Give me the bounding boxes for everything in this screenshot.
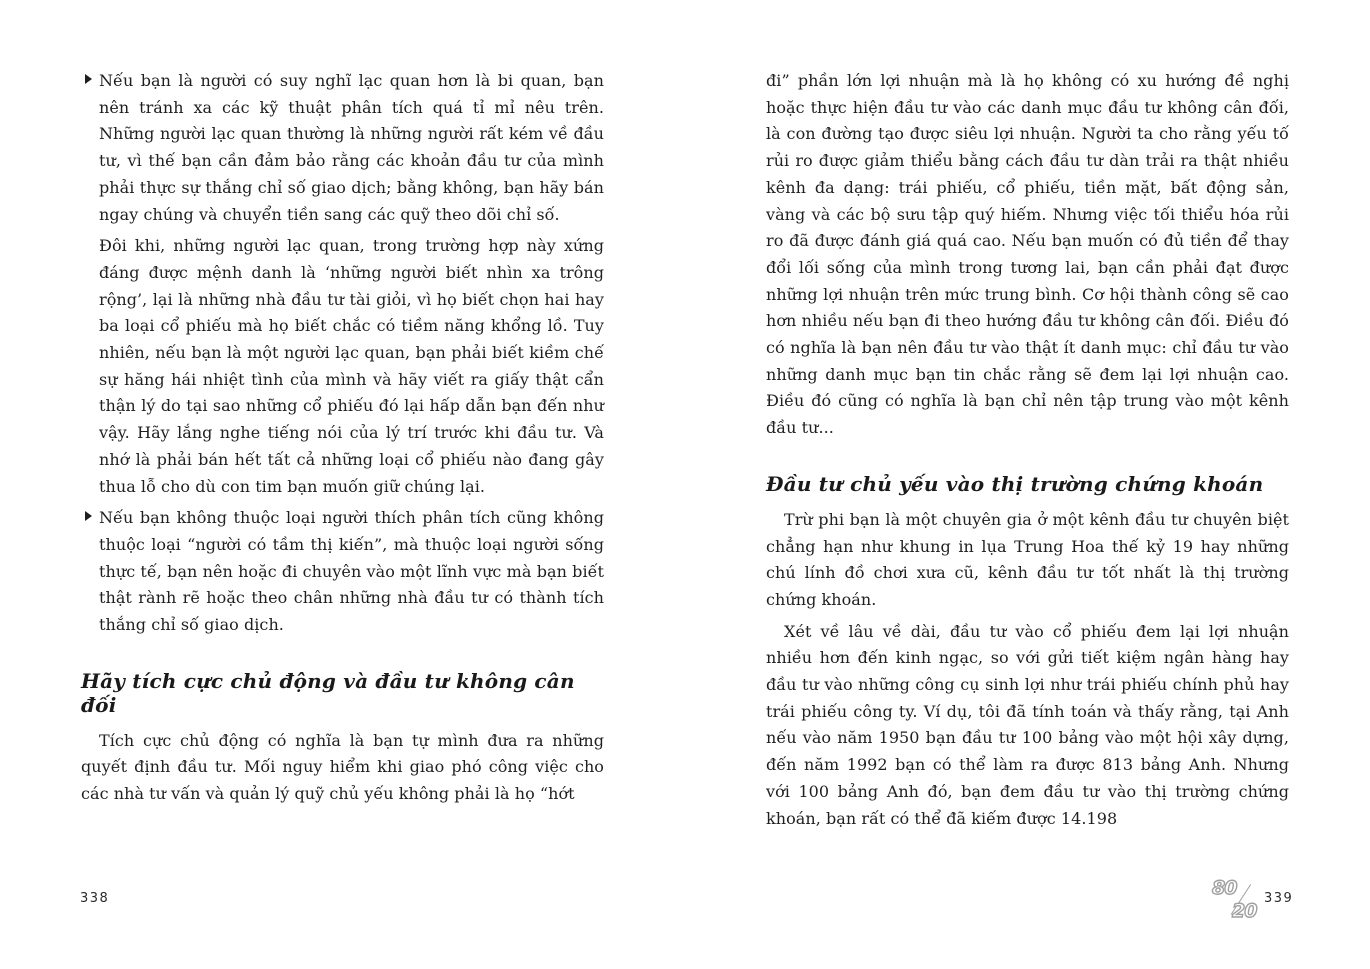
paragraph-long-term: Xét về lâu về dài, đầu tư vào cổ phiếu đem lại lợi nhuận nhiều hơn đến kinh ngạc, so với gửi tiết kiệm ngân hàng hay đầu tư vào những công cụ sinh lợi như trái phiếu chính phủ hay trái phiếu công ty. Ví dụ, tôi đã tính toán và thấy rằng, tại Anh nếu vào năm 1950 bạn đầu tư 100 bảng vào một hội xây dựng, đến năm 1992 bạn có thể làm ra được 813 bảng Anh. Nhưng với 100 bảng Anh đó, bạn đem đầu tư vào thị trường chứng khoán, bạn rất có thể đã kiếm được 14.198: [766, 621, 1289, 828]
paragraph-active-investing: Tích cực chủ động có nghĩa là bạn tự mình đưa ra những quyết định đầu tư. Mối nguy hiểm khi giao phó công việc cho các nhà tư vấn và quản lý quỹ chủ yếu không phải là họ “hớt: [81, 730, 604, 804]
page-number-right: 339: [1264, 891, 1294, 906]
triangle-bullet-icon: [85, 74, 92, 84]
bullet-paragraph-practical: [81, 505, 604, 639]
right-page: [766, 68, 1289, 832]
paragraph-visionary: Đôi khi, những người lạc quan, trong trường hợp này xứng đáng được mệnh danh là ‘những người biết nhìn xa trông rộng’, lại là những nhà đầu tư tài giỏi, vì họ biết chọn hai hay ba loại cổ phiếu mà họ biết chắc có tiềm năng khổng lồ. Tuy nhiên, nếu bạn là một người lạc quan, bạn phải biết kiềm chế sự hăng hái nhiệt tình của mình và hãy viết ra giấy thật cẩn thận lý do tại sao những cổ phiếu đó lại hấp dẫn bạn đến như vậy. Hãy lắng nghe tiếng nói của lý trí trước khi đầu tư. Và nhớ là phải bán hết tất cả những loại cổ phiếu nào đang gây thua lỗ cho dù con tim bạn muốn giữ chúng lại.: [99, 236, 604, 496]
triangle-bullet-icon: [85, 511, 92, 521]
logo-number-top: 80: [1212, 877, 1237, 899]
bullet-text: Nếu bạn không thuộc loại người thích phân tích cũng không thuộc loại “người có tầm thị kiến”, mà thuộc loại người sống thực tế, bạn nên hoặc đi chuyên vào một lĩnh vực mà bạn biết thật rành rẽ hoặc theo chân những nhà đầu tư có thành tích thắng chỉ số giao dịch.: [99, 508, 604, 635]
section-heading: Hãy tích cực chủ động và đầu tư không cân đối: [81, 668, 575, 717]
bullet-text: Nếu bạn là người có suy nghĩ lạc quan hơn là bi quan, bạn nên tránh xa các kỹ thuật phân tích quá tỉ mỉ nêu trên. Những người lạc quan thường là những người rất kém về đầu tư, vì thế bạn cần đảm bảo rằng các khoản đầu tư của mình phải thực sự thắng chỉ số giao dịch; bằng không, bạn hãy bán ngay chúng và chuyển tiền sang các quỹ theo dõi chỉ số.: [99, 71, 604, 224]
page-number-left: 338: [80, 891, 110, 906]
eighty-twenty-logo: [1208, 877, 1264, 925]
left-page: [81, 68, 604, 808]
paragraph-specialist: Trừ phi bạn là một chuyên gia ở một kênh đầu tư chuyên biệt chẳng hạn như khung in lụa Trung Hoa thế kỷ 19 hay những chú lính đồ chơi xưa cũ, kênh đầu tư tốt nhất là thị trường chứng khoán.: [766, 509, 1289, 609]
section-heading: Đầu tư chủ yếu vào thị trường chứng khoán: [766, 471, 1264, 496]
bullet-paragraph-optimist: [81, 68, 604, 228]
paragraph-continued: đi” phần lớn lợi nhuận mà là họ không có xu hướng đề nghị hoặc thực hiện đầu tư vào các danh mục đầu tư không cân đối, là con đường tạo được siêu lợi nhuận. Người ta cho rằng yếu tố rủi ro được giảm thiểu bằng cách đầu tư dàn trải ra thật nhiều kênh đa dạng: trái phiếu, cổ phiếu, tiền mặt, bất động sản, vàng và các bộ sưu tập quý hiếm. Nhưng việc tối thiểu hóa rủi ro đã được đánh giá quá cao. Nếu bạn muốn có đủ tiền để thay đổi lối sống của mình trong tương lai, bạn cần phải đạt được những lợi nhuận trên mức trung bình. Cơ hội thành công sẽ cao hơn nhiều nếu bạn đi theo hướng đầu tư không cân đối. Điều đó có nghĩa là bạn nên đầu tư vào thật ít danh mục: chỉ đầu tư vào những danh mục bạn tin chắc rằng sẽ đem lại lợi nhuận cao. Điều đó cũng có nghĩa là bạn chỉ nên tập trung vào một kênh đầu tư...: [766, 71, 1289, 438]
logo-number-bottom: 20: [1232, 900, 1257, 922]
